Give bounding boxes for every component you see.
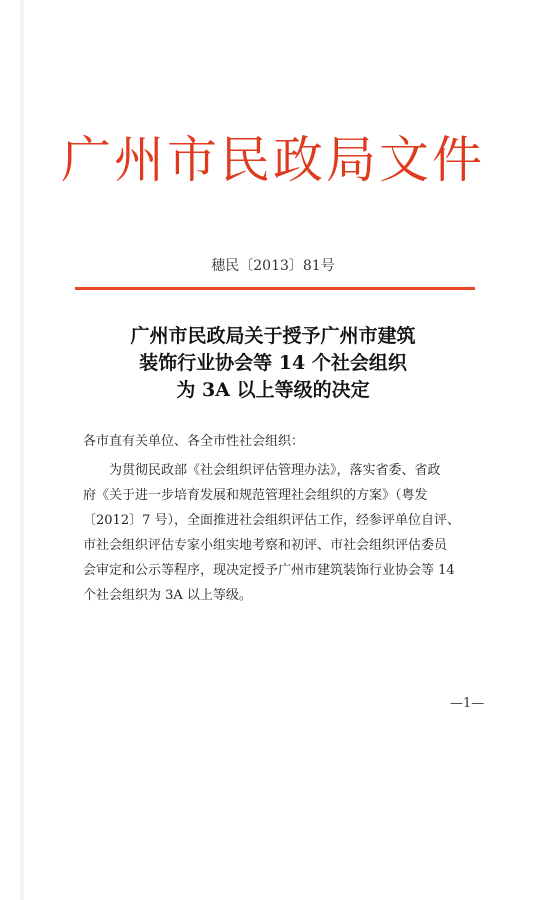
letterhead-title: 广州市民政局文件 <box>61 131 485 189</box>
body-line-4: 市社会组织评估专家小组实地考察和初评、市社会组织评估委员 <box>83 538 448 553</box>
body-line-1: 为贯彻民政部《社会组织评估管理办法》，落实省委、省政 <box>109 463 441 478</box>
body-paragraph <box>83 458 483 608</box>
body-line-6: 个社会组织为 3A 以上等级。 <box>83 588 252 603</box>
body-line-3: 〔2012〕7 号），全面推进社会组织评估工作，经参评单位自评、 <box>83 513 460 528</box>
title-line-2: 装饰行业协会等 14 个社会组织 <box>139 352 407 374</box>
recipients-line: 各市直有关单位、各全市性社会组织： <box>83 434 305 449</box>
document-title <box>0 323 546 404</box>
page-number: —1— <box>450 696 485 711</box>
body-line-5: 会审定和公示等程序，现决定授予广州市建筑装饰行业协会等 14 <box>83 563 455 578</box>
red-divider-rule <box>75 287 475 290</box>
body-line-2: 府《关于进一步培育发展和规范管理社会组织的方案》（粤发 <box>83 488 428 503</box>
title-line-1: 广州市民政局关于授予广州市建筑 <box>130 325 416 347</box>
document-number: 穗民〔2013〕81号 <box>211 258 335 274</box>
title-line-3: 为 3A 以上等级的决定 <box>176 379 370 401</box>
